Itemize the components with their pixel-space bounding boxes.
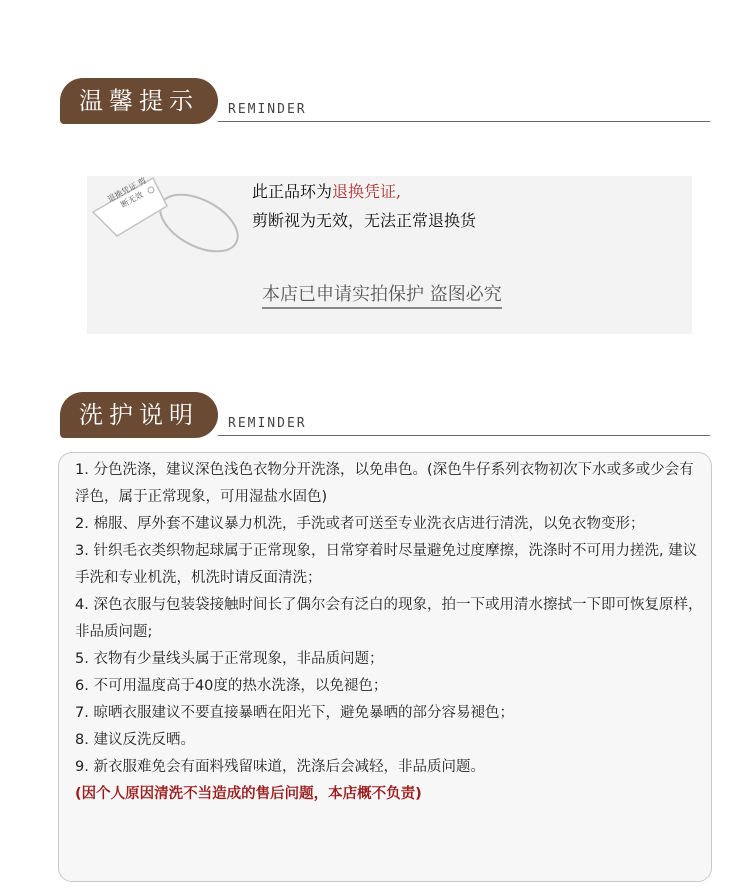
care-instructions-box <box>58 452 712 882</box>
care-subtitle: REMINDER <box>228 416 307 431</box>
tag-line-1 <box>252 179 401 202</box>
tag-line-1-prefix: 此正品环为 <box>252 182 333 201</box>
header-divider <box>218 435 710 436</box>
authenticity-tag-panel <box>87 176 692 334</box>
reminder-title: 温馨提示 <box>60 78 218 124</box>
care-item-2: 2. 棉服、厚外套不建议暴力机洗，手洗或者可送至专业洗衣店进行清洗，以免衣物变形； <box>75 516 645 532</box>
care-item-7: 7. 晾晒衣服建议不要直接暴晒在阳光下，避免暴晒的部分容易褪色； <box>75 705 514 721</box>
tag-line-1-highlight: 退换凭证, <box>332 182 402 201</box>
care-item-4: 4. 深色衣服与包装袋接触时间长了偶尔会有泛白的现象，拍一下或用清水擦拭一下即可恢复原样，非品质问题; <box>75 597 703 640</box>
tag-line-2: 剪断视为无效，无法正常退换货 <box>252 211 477 230</box>
disclaimer: (因个人原因清洗不当造成的售后问题，本店概不负责) <box>75 786 422 802</box>
care-item-6: 6. 不可用温度高于40度的热水洗涤，以免褪色； <box>75 678 388 694</box>
care-list <box>75 457 705 808</box>
protection-note: 本店已申请实拍保护 盗图必究 <box>262 280 502 309</box>
care-item-8: 8. 建议反洗反晒。 <box>75 732 195 748</box>
care-item-5: 5. 衣物有少量线头属于正常现象，非品质问题； <box>75 651 384 667</box>
header-divider <box>218 121 710 122</box>
tag-illustration <box>87 176 247 276</box>
reminder-subtitle: REMINDER <box>228 102 307 117</box>
care-item-9: 9. 新衣服难免会有面料残留味道，洗涤后会减轻，非品质问题。 <box>75 759 485 775</box>
reminder-header <box>60 78 710 128</box>
care-item-3: 3. 针织毛衣类织物起球属于正常现象，日常穿着时尽量避免过度摩擦，洗涤时不可用力搓洗, 建议手洗和专业机洗，机洗时请反面清洗； <box>75 543 698 586</box>
tag-label: 退换凭证 剪断无效 <box>105 176 148 210</box>
care-title: 洗护说明 <box>60 392 218 438</box>
care-header <box>60 392 710 442</box>
care-item-1: 1. 分色洗涤，建议深色浅色衣物分开洗涤，以免串色。(深色牛仔系列衣物初次下水或多或少会有浮色，属于正常现象，可用湿盐水固色) <box>75 462 694 505</box>
